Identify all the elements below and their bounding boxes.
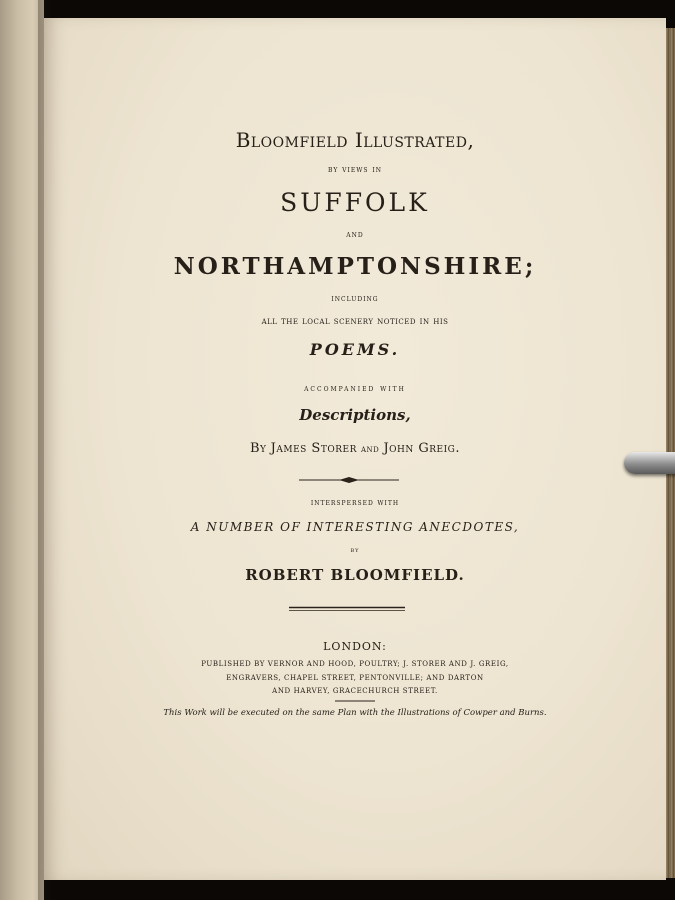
title-line-1: Bloomfield Illustrated,	[235, 128, 475, 152]
title-local-scenery: all the local scenery noticed in his	[261, 316, 449, 327]
title-northamptonshire: NORTHAMPTONSHIRE;	[173, 253, 537, 280]
title-including: including	[331, 294, 379, 303]
title-and: and	[346, 230, 364, 239]
title-page	[44, 18, 666, 880]
title-suffolk: SUFFOLK	[280, 188, 430, 217]
imprint-note: This Work will be executed on the same Plan with the Illustrations of Cowper and Burns.	[163, 708, 547, 718]
title-line-2: by views in	[328, 165, 382, 175]
metal-page-clip	[624, 452, 675, 474]
title-authors	[44, 441, 666, 456]
robert-bloomfield: ROBERT BLOOMFIELD.	[245, 566, 465, 584]
by-line: by	[350, 546, 360, 554]
authors-and: and	[361, 444, 380, 455]
authors-by: By	[250, 441, 267, 456]
author-greig: John Greig.	[383, 441, 460, 456]
title-accompanied: accompanied with	[304, 384, 406, 394]
anecdotes-line: A NUMBER OF INTERESTING ANECDOTES,	[190, 520, 520, 534]
double-rule	[289, 606, 405, 612]
title-poems: POEMS.	[309, 340, 401, 359]
interspersed-with: interspersed with	[310, 498, 400, 507]
imprint-line-1: PUBLISHED BY VERNOR AND HOOD, POULTRY; J. STORER AND J. GREIG,	[201, 660, 509, 668]
ornamental-rule	[299, 476, 399, 484]
imprint-london: LONDON:	[323, 640, 387, 653]
imprint-short-rule	[44, 699, 666, 704]
author-storer: James Storer	[270, 441, 357, 456]
imprint-line-3: AND HARVEY, GRACECHURCH STREET.	[272, 687, 438, 695]
title-descriptions: Descriptions,	[299, 406, 411, 424]
imprint-line-2: ENGRAVERS, CHAPEL STREET, PENTONVILLE; AND DARTON	[226, 674, 484, 682]
